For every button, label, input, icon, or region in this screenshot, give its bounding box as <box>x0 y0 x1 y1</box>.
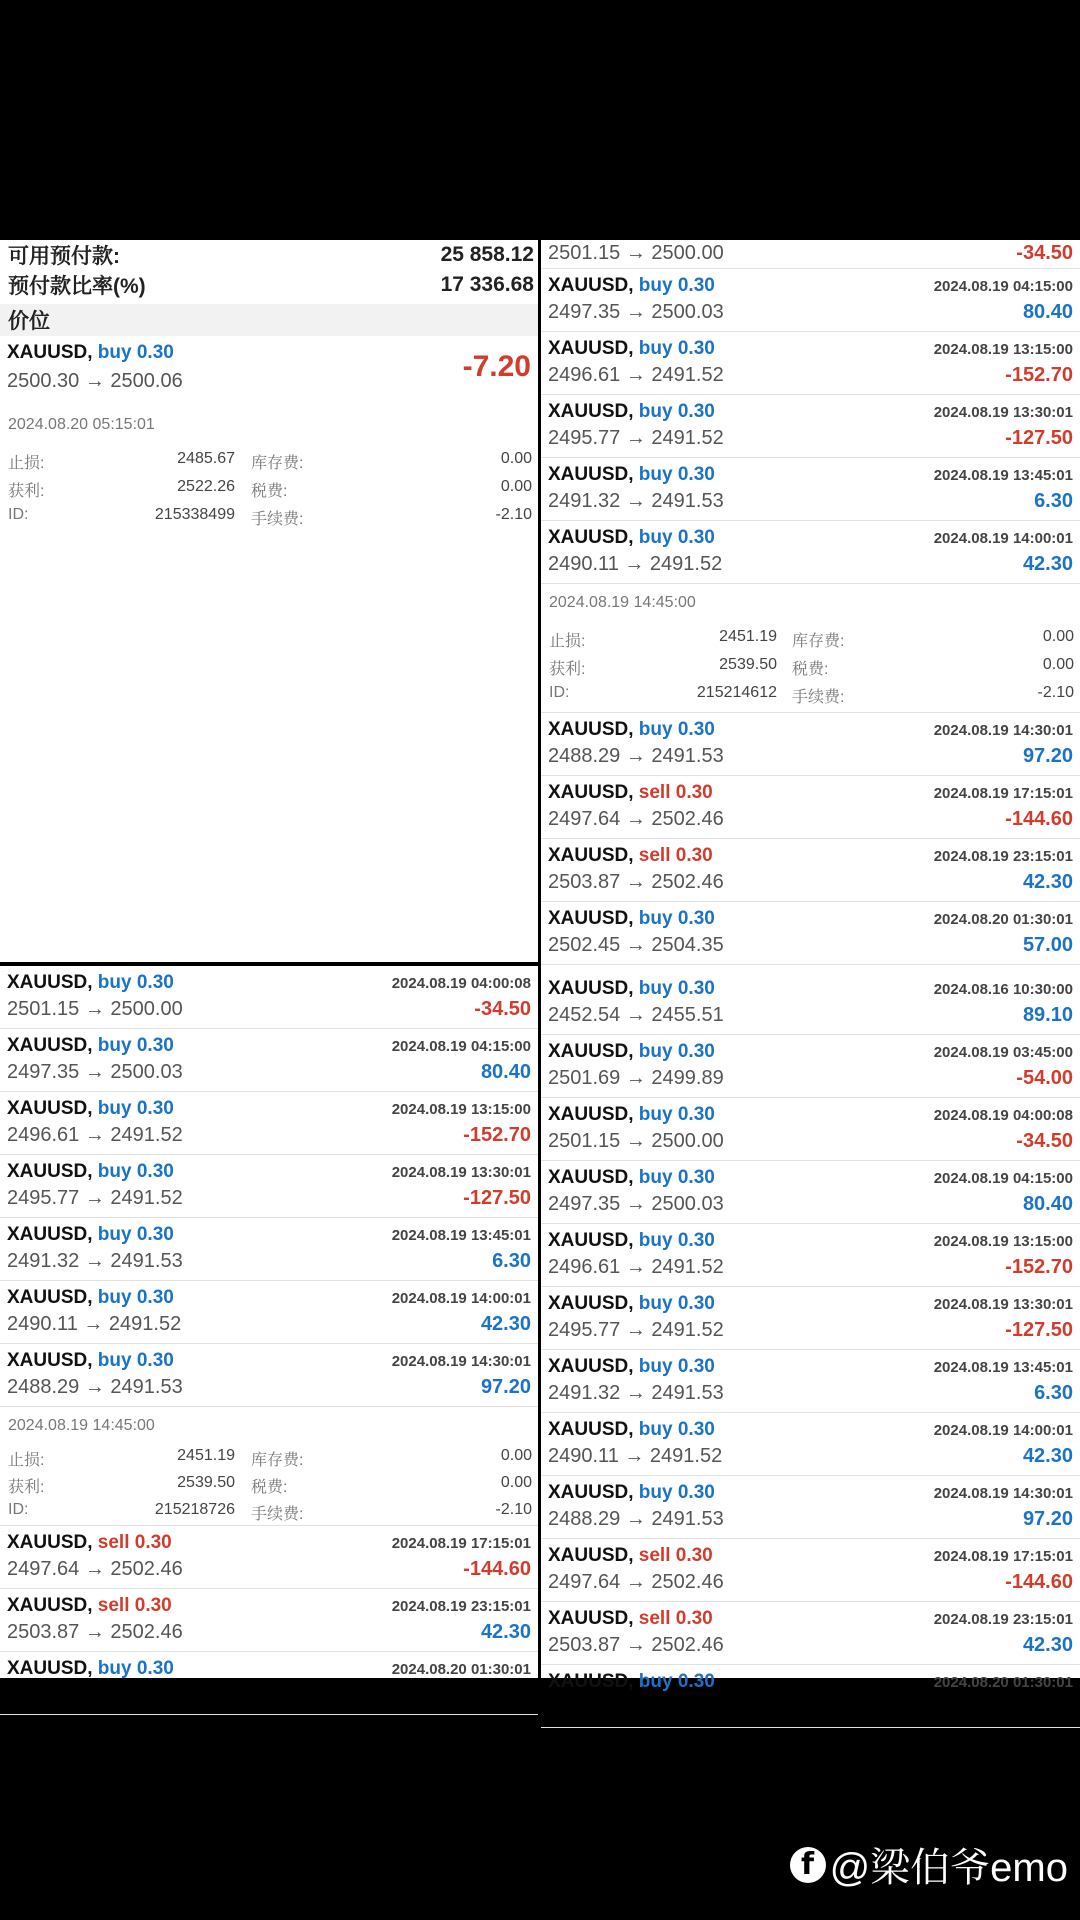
trade-symbol: XAUUSD, buy 0.30 <box>548 401 715 422</box>
trade-time: 2024.08.19 03:45:00 <box>933 1044 1073 1061</box>
history-trade-row[interactable] <box>0 966 538 1029</box>
detail-row-id: ID: 215338499 手续费: -2.10 <box>8 506 532 528</box>
detail-time: 2024.08.19 14:45:00 <box>549 594 696 611</box>
trade-side: sell 0.30 <box>638 1608 713 1629</box>
trade-symbol: XAUUSD, buy 0.30 <box>548 1356 715 1377</box>
trade-profit: -127.50 <box>1005 427 1073 449</box>
trade-symbol: XAUUSD, sell 0.30 <box>7 1595 172 1616</box>
trade-side: buy 0.30 <box>97 1098 174 1119</box>
trade-prices: 2495.77 → 2491.52 <box>548 427 724 449</box>
trade-symbol: XAUUSD, buy 0.30 <box>548 908 715 929</box>
trade-symbol: XAUUSD, sell 0.30 <box>7 1532 172 1553</box>
trade-symbol: XAUUSD, buy 0.30 <box>548 1419 715 1440</box>
trade-side: sell 0.30 <box>638 782 713 803</box>
trade-profit: -127.50 <box>1005 1319 1073 1341</box>
trade-symbol: XAUUSD, buy 0.30 <box>548 275 715 296</box>
trade-time: 2024.08.19 13:30:01 <box>933 404 1073 421</box>
trade-prices: 2452.54 → 2455.51 <box>548 1004 724 1026</box>
trade-side: buy 0.30 <box>97 1350 174 1371</box>
trade-profit: 6.30 <box>492 1250 531 1272</box>
trade-profit: 80.40 <box>480 1061 531 1083</box>
trade-prices: 2501.15 → 2500.00 <box>7 998 183 1020</box>
trade-symbol: XAUUSD, buy 0.30 <box>7 1161 174 1182</box>
trade-side: sell 0.30 <box>97 1595 172 1616</box>
detail-row-tp: 获利: 2539.50 税费: 0.00 <box>549 656 1074 678</box>
trade-time: 2024.08.19 17:15:01 <box>933 1548 1073 1565</box>
history-trade-row[interactable] <box>541 1539 1080 1602</box>
trade-time: 2024.08.19 14:30:01 <box>391 1353 531 1370</box>
trade-profit: 80.40 <box>1022 1193 1073 1215</box>
trade-time: 2024.08.19 13:15:00 <box>391 1101 531 1118</box>
trade-side: buy 0.30 <box>638 1230 715 1251</box>
history-panel-right <box>541 972 1080 1692</box>
trade-profit: 42.30 <box>480 1621 531 1643</box>
trade-symbol: XAUUSD, buy 0.30 <box>548 1230 715 1251</box>
history-trade-row[interactable] <box>541 1602 1080 1665</box>
trade-time: 2024.08.19 17:15:01 <box>933 785 1073 802</box>
trade-prices: 2497.64 → 2502.46 <box>548 1571 724 1593</box>
history-trade-row[interactable] <box>541 458 1080 521</box>
trade-symbol: XAUUSD, buy 0.30 <box>548 464 715 485</box>
history-trade-row[interactable] <box>541 839 1080 902</box>
history-trade-row[interactable] <box>0 1029 538 1092</box>
trade-profit: 97.20 <box>1022 745 1073 767</box>
free-margin-value: 25 858.12 <box>440 243 534 266</box>
trade-prices: 2490.11 → 2491.52 <box>548 1445 723 1467</box>
trade-side: buy 0.30 <box>638 908 715 929</box>
trade-prices: 2491.32 → 2491.53 <box>7 1250 183 1272</box>
history-trade-row[interactable] <box>0 1281 538 1344</box>
trade-time: 2024.08.19 14:30:01 <box>933 722 1073 739</box>
trade-profit: 42.30 <box>1022 553 1073 575</box>
trade-symbol: XAUUSD, sell 0.30 <box>548 1545 713 1566</box>
history-detail <box>0 1407 538 1526</box>
trade-side: buy 0.30 <box>638 275 715 296</box>
history-trade-row[interactable] <box>0 1652 538 1715</box>
trade-time: 2024.08.19 13:30:01 <box>933 1296 1073 1313</box>
trade-side: sell 0.30 <box>638 845 713 866</box>
trade-profit: 6.30 <box>1034 490 1073 512</box>
trade-time: 2024.08.19 13:15:00 <box>933 1233 1073 1250</box>
trade-profit: 42.30 <box>480 1313 531 1335</box>
trade-side: buy 0.30 <box>638 1482 715 1503</box>
trade-prices: 2488.29 → 2491.53 <box>548 745 724 767</box>
watermark <box>790 1836 1068 1893</box>
open-positions-panel <box>0 240 538 962</box>
margin-level-label: 预付款比率(%) <box>8 275 146 298</box>
trade-side: buy 0.30 <box>638 719 715 740</box>
trade-time: 2024.08.19 04:15:00 <box>933 1170 1073 1187</box>
history-trade-row[interactable] <box>541 776 1080 839</box>
trade-symbol: XAUUSD, buy 0.30 <box>7 1350 174 1371</box>
trade-symbol: XAUUSD, sell 0.30 <box>548 845 713 866</box>
trade-symbol: XAUUSD, buy 0.30 <box>7 972 174 993</box>
position-prices: 2500.30 → 2500.06 <box>7 370 183 392</box>
trade-symbol: XAUUSD, buy 0.30 <box>548 1041 715 1062</box>
margin-level-value: 17 336.68 <box>440 273 534 296</box>
trade-side: buy 0.30 <box>638 338 715 359</box>
trade-symbol: XAUUSD, buy 0.30 <box>548 719 715 740</box>
detail-row-tp: 获利: 2539.50 税费: 0.00 <box>8 1474 532 1496</box>
history-panel-top <box>541 240 1080 972</box>
trade-symbol: XAUUSD, buy 0.30 <box>548 1293 715 1314</box>
trade-side: buy 0.30 <box>97 1287 174 1308</box>
position-profit: -7.20 <box>462 350 531 383</box>
detail-row-sl: 止损: 2451.19 库存费: 0.00 <box>8 1447 532 1469</box>
trade-time: 2024.08.19 14:00:01 <box>933 1422 1073 1439</box>
free-margin-row <box>0 240 538 270</box>
trade-prices: 2503.87 → 2502.46 <box>548 1634 724 1656</box>
history-trade-row[interactable] <box>0 1218 538 1281</box>
trade-profit: 97.20 <box>1022 1508 1073 1530</box>
trade-side: buy 0.30 <box>638 464 715 485</box>
trade-symbol: XAUUSD, sell 0.30 <box>548 782 713 803</box>
trade-side: buy 0.30 <box>638 1293 715 1314</box>
trade-prices: 2491.32 → 2491.53 <box>548 1382 724 1404</box>
open-position-row[interactable] <box>0 336 538 406</box>
position-symbol: XAUUSD, buy 0.30 <box>7 342 174 363</box>
history-trade-row[interactable] <box>0 1092 538 1155</box>
trade-prices: 2497.35 → 2500.03 <box>548 1193 724 1215</box>
trade-prices: 2488.29 → 2491.53 <box>548 1508 724 1530</box>
history-trade-row[interactable] <box>0 1526 538 1589</box>
trade-side: buy 0.30 <box>638 978 715 999</box>
trade-side: buy 0.30 <box>97 972 174 993</box>
trade-profit: 89.10 <box>1022 1004 1073 1026</box>
trade-profit: -144.60 <box>1005 1571 1073 1593</box>
trade-side: buy 0.30 <box>638 1041 715 1062</box>
trade-prices: 2490.11 → 2491.52 <box>7 1313 182 1335</box>
trade-time: 2024.08.19 13:45:01 <box>933 467 1073 484</box>
trade-profit: 42.30 <box>1022 1445 1073 1467</box>
trade-prices: 2491.32 → 2491.53 <box>548 490 724 512</box>
trade-prices: 2503.87 → 2502.46 <box>548 871 724 893</box>
trade-profit: -144.60 <box>463 1558 531 1580</box>
history-trade-row[interactable] <box>541 972 1080 1035</box>
history-trade-row[interactable] <box>541 713 1080 776</box>
trade-side: buy 0.30 <box>638 1104 715 1125</box>
trade-symbol: XAUUSD, buy 0.30 <box>548 338 715 359</box>
trade-side: buy 0.30 <box>97 1035 174 1056</box>
history-trade-row[interactable] <box>541 1035 1080 1098</box>
trade-time: 2024.08.19 13:45:01 <box>933 1359 1073 1376</box>
trade-time: 2024.08.20 01:30:01 <box>933 911 1073 928</box>
history-trade-row[interactable] <box>541 902 1080 965</box>
free-margin-label: 可用预付款: <box>8 245 120 268</box>
trade-profit: -152.70 <box>1005 364 1073 386</box>
trade-profit: 42.30 <box>1022 1634 1073 1656</box>
detail-time: 2024.08.19 14:45:00 <box>8 1417 155 1434</box>
history-trade-row[interactable] <box>0 1589 538 1652</box>
trade-prices: 2497.35 → 2500.03 <box>7 1061 183 1083</box>
trade-profit: -127.50 <box>463 1187 531 1209</box>
trade-side: buy 0.30 <box>638 1167 715 1188</box>
trade-time: 2024.08.19 13:45:01 <box>391 1227 531 1244</box>
trade-prices: 2497.64 → 2502.46 <box>548 808 724 830</box>
trade-profit: 6.30 <box>1034 1382 1073 1404</box>
trade-profit: -34.50 <box>1016 1130 1073 1152</box>
trade-prices: 2501.15 → 2500.00 <box>548 1130 724 1152</box>
trade-profit: 57.00 <box>1022 934 1073 956</box>
trade-profit: 80.40 <box>1022 301 1073 323</box>
history-trade-row[interactable] <box>541 521 1080 584</box>
history-trade-row[interactable] <box>541 1350 1080 1413</box>
detail-row-id: ID: 215218726 手续费: -2.10 <box>8 1501 532 1523</box>
trade-time: 2024.08.20 01:30:01 <box>933 1674 1073 1691</box>
position-open-time: 2024.08.20 05:15:01 <box>8 416 155 433</box>
trade-time: 2024.08.19 04:15:00 <box>391 1038 531 1055</box>
trade-time: 2024.08.19 23:15:01 <box>391 1598 531 1615</box>
trade-time: 2024.08.19 04:00:08 <box>933 1107 1073 1124</box>
trade-profit: -152.70 <box>463 1124 531 1146</box>
trade-time: 2024.08.19 23:15:01 <box>933 848 1073 865</box>
history-trade-row[interactable] <box>0 1155 538 1218</box>
history-panel-left <box>0 966 538 1678</box>
trade-time: 2024.08.19 23:15:01 <box>933 1611 1073 1628</box>
margin-level-row <box>0 270 538 300</box>
trade-prices: 2502.45 → 2504.35 <box>548 934 724 956</box>
trade-symbol: XAUUSD, buy 0.30 <box>548 1671 715 1692</box>
history-trade-row[interactable] <box>541 332 1080 395</box>
trade-prices: 2488.29 → 2491.53 <box>7 1376 183 1398</box>
trade-time: 2024.08.19 14:00:01 <box>933 530 1073 547</box>
trade-symbol: XAUUSD, buy 0.30 <box>548 1104 715 1125</box>
trade-symbol: XAUUSD, buy 0.30 <box>548 978 715 999</box>
trade-time: 2024.08.19 04:00:08 <box>391 975 531 992</box>
trade-side: buy 0.30 <box>97 1161 174 1182</box>
history-trade-row[interactable] <box>541 1665 1080 1728</box>
history-trade-row[interactable] <box>541 1476 1080 1539</box>
position-detail <box>0 406 538 528</box>
trade-profit: -144.60 <box>1005 808 1073 830</box>
trade-profit: 42.30 <box>1022 871 1073 893</box>
history-trade-row[interactable] <box>541 1098 1080 1161</box>
trade-prices: 2490.11 → 2491.52 <box>548 553 723 575</box>
trade-side: sell 0.30 <box>97 1532 172 1553</box>
positions-header: 价位 <box>0 304 538 336</box>
trade-symbol: XAUUSD, buy 0.30 <box>548 1167 715 1188</box>
watermark-text: @梁伯爷emo <box>829 1846 1068 1890</box>
trade-side: sell 0.30 <box>638 1545 713 1566</box>
facebook-icon: f <box>790 1847 826 1883</box>
trade-profit: -152.70 <box>1005 1256 1073 1278</box>
trade-symbol: XAUUSD, buy 0.30 <box>7 1224 174 1245</box>
trade-prices: 2497.35 → 2500.03 <box>548 301 724 323</box>
trade-symbol: XAUUSD, buy 0.30 <box>7 1287 174 1308</box>
history-detail <box>541 584 1080 713</box>
trade-prices: 2495.77 → 2491.52 <box>7 1187 183 1209</box>
trade-symbol: XAUUSD, buy 0.30 <box>548 527 715 548</box>
trade-profit: -54.00 <box>1016 1067 1073 1089</box>
trade-time: 2024.08.19 14:00:01 <box>391 1290 531 1307</box>
detail-row-tp: 获利: 2522.26 税费: 0.00 <box>8 478 532 500</box>
history-trade-row[interactable] <box>541 1224 1080 1287</box>
trade-prices: 2501.69 → 2499.89 <box>548 1067 724 1089</box>
history-trade-row[interactable] <box>541 1161 1080 1224</box>
detail-row-sl: 止损: 2451.19 库存费: 0.00 <box>549 628 1074 650</box>
trade-side: buy 0.30 <box>97 1658 174 1679</box>
history-trade-row[interactable] <box>541 1287 1080 1350</box>
trade-prices: 2497.64 → 2502.46 <box>7 1558 183 1580</box>
trade-profit: -34.50 <box>474 998 531 1020</box>
trade-symbol: XAUUSD, sell 0.30 <box>548 1608 713 1629</box>
detail-row-sl: 止损: 2485.67 库存费: 0.00 <box>8 450 532 472</box>
trade-time: 2024.08.19 04:15:00 <box>933 278 1073 295</box>
trade-prices: 2496.61 → 2491.52 <box>548 1256 724 1278</box>
trade-time: 2024.08.19 13:30:01 <box>391 1164 531 1181</box>
history-trade-row[interactable] <box>541 395 1080 458</box>
trade-side: buy 0.30 <box>638 1671 715 1692</box>
history-trade-row[interactable] <box>541 269 1080 332</box>
detail-row-id: ID: 215214612 手续费: -2.10 <box>549 684 1074 706</box>
trade-symbol: XAUUSD, buy 0.30 <box>7 1035 174 1056</box>
trade-profit: 97.20 <box>480 1376 531 1398</box>
trade-side: buy 0.30 <box>97 1224 174 1245</box>
trade-symbol: XAUUSD, buy 0.30 <box>7 1658 174 1679</box>
trade-symbol: XAUUSD, buy 0.30 <box>7 1098 174 1119</box>
history-trade-row[interactable] <box>0 1344 538 1407</box>
history-trade-row[interactable] <box>541 1413 1080 1476</box>
trade-time: 2024.08.19 13:15:00 <box>933 341 1073 358</box>
history-row-partial[interactable]: 2501.15 → 2500.00 -34.50 <box>541 240 1080 269</box>
trade-time: 2024.08.20 01:30:01 <box>391 1661 531 1678</box>
trade-prices: 2496.61 → 2491.52 <box>548 364 724 386</box>
trade-side: buy 0.30 <box>638 401 715 422</box>
trade-time: 2024.08.19 17:15:01 <box>391 1535 531 1552</box>
trade-side: buy 0.30 <box>638 527 715 548</box>
trade-time: 2024.08.19 14:30:01 <box>933 1485 1073 1502</box>
trade-time: 2024.08.16 10:30:00 <box>933 981 1073 998</box>
trade-prices: 2496.61 → 2491.52 <box>7 1124 183 1146</box>
trade-prices: 2495.77 → 2491.52 <box>548 1319 724 1341</box>
trade-side: buy 0.30 <box>638 1419 715 1440</box>
trade-prices: 2503.87 → 2502.46 <box>7 1621 183 1643</box>
trade-symbol: XAUUSD, buy 0.30 <box>548 1482 715 1503</box>
trade-side: buy 0.30 <box>638 1356 715 1377</box>
